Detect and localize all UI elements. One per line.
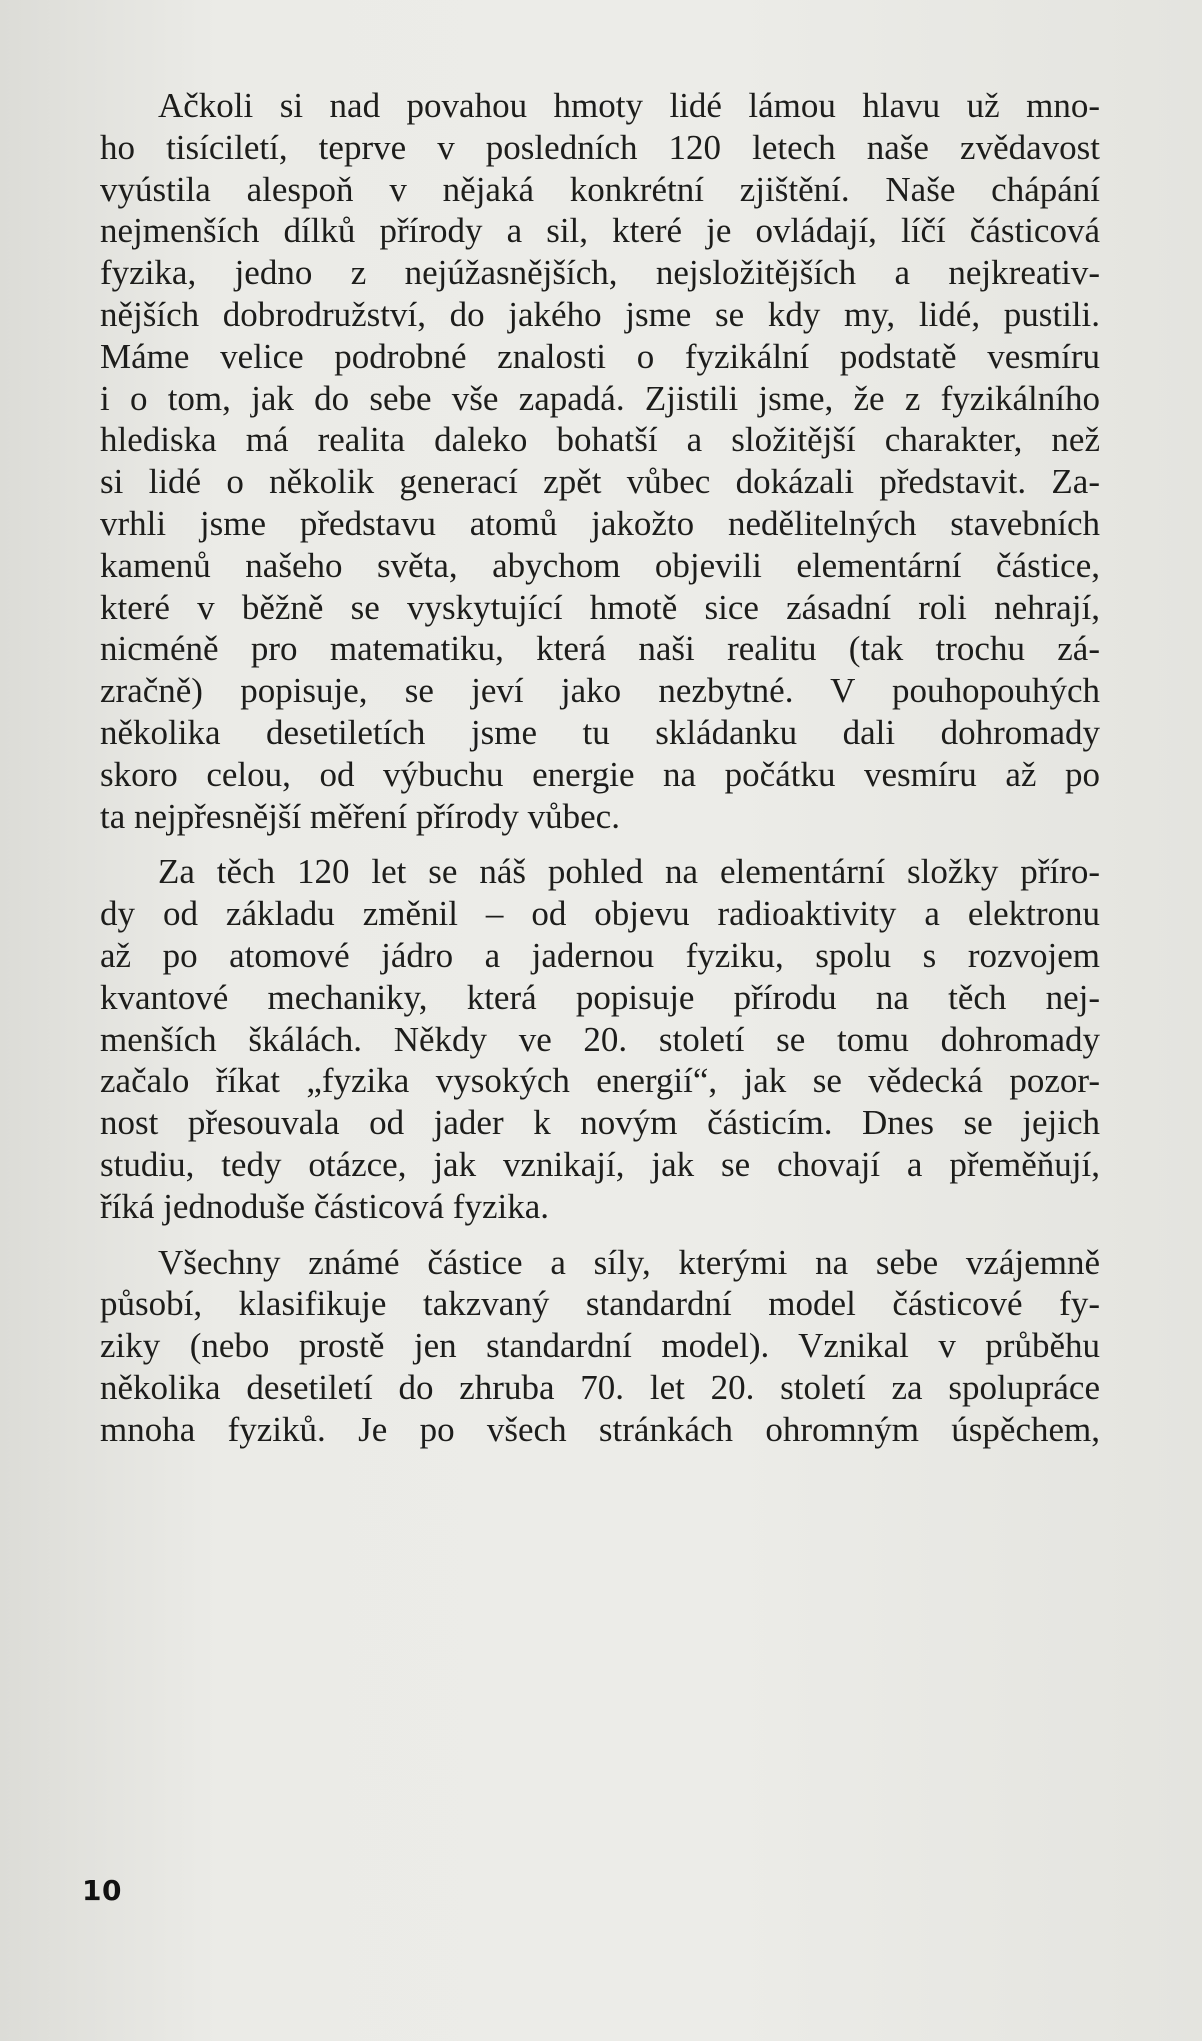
text-line: začalo říkat „fyzika vysokých energií“, jak se vědecká pozor-: [100, 1061, 1100, 1101]
text-line: i o tom, jak do sebe vše zapadá. Zjistili jsme, že z fyzikálního: [100, 378, 1100, 418]
text-line: mnoha fyziků. Je po všech stránkách ohromným úspěchem,: [100, 1409, 1100, 1449]
text-line: ta nejpřesnější měření přírody vůbec.: [100, 796, 620, 836]
paragraph-3: [100, 1242, 1100, 1451]
text-line: nicméně pro matematiku, která naši realitu (tak trochu zá-: [100, 629, 1100, 669]
text-line: několika desetiletích jsme tu skládanku dali dohromady: [100, 712, 1100, 752]
text-line: nějších dobrodružství, do jakého jsme se kdy my, lidé, pustili.: [100, 294, 1100, 334]
text-line: Máme velice podrobné znalosti o fyzikální podstatě vesmíru: [100, 336, 1100, 376]
text-line: říká jednoduše částicová fyzika.: [100, 1186, 549, 1226]
text-line: si lidé o několik generací zpět vůbec dokázali představit. Za-: [100, 462, 1100, 502]
text-line: nejmenších dílků přírody a sil, které je ovládají, líčí částicová: [100, 211, 1100, 251]
paragraph-2: [100, 851, 1100, 1227]
body-text: [100, 85, 1100, 1465]
text-line: Ačkoli si nad povahou hmoty lidé lámou hlavu už mno-: [158, 86, 1100, 125]
text-line: vyústila alespoň v nějaká konkrétní zjištění. Naše chápání: [100, 169, 1100, 209]
text-line: vrhli jsme představu atomů jakožto nedělitelných stavebních: [100, 503, 1100, 543]
paragraph-1: [100, 85, 1100, 837]
text-line: ho tisíciletí, teprve v posledních 120 letech naše zvědavost: [100, 127, 1100, 167]
text-line: až po atomové jádro a jadernou fyziku, spolu s rozvojem: [100, 935, 1100, 975]
text-line: nost přesouvala od jader k novým částicím. Dnes se jejich: [100, 1103, 1100, 1143]
text-line: ziky (nebo prostě jen standardní model). Vznikal v průběhu: [100, 1326, 1100, 1366]
text-line: dy od základu změnil – od objevu radioaktivity a elektronu: [100, 894, 1100, 934]
text-line: menších škálách. Někdy ve 20. století se tomu dohromady: [100, 1019, 1100, 1059]
text-line: skoro celou, od výbuchu energie na počátku vesmíru až po: [100, 754, 1100, 794]
text-line: několika desetiletí do zhruba 70. let 20. století za spolupráce: [100, 1367, 1100, 1407]
text-line: Za těch 120 let se náš pohled na elementární složky příro-: [158, 852, 1100, 892]
text-line: kamenů našeho světa, abychom objevili elementární částice,: [100, 545, 1100, 585]
page-number: 10: [82, 1874, 122, 1907]
text-line: které v běžně se vyskytující hmotě sice zásadní roli nehrají,: [100, 587, 1100, 627]
text-line: zračně) popisuje, se jeví jako nezbytné. V pouhopouhých: [100, 671, 1100, 711]
text-line: kvantové mechaniky, která popisuje přírodu na těch nej-: [100, 977, 1100, 1017]
text-line: fyzika, jedno z nejúžasnějších, nejsložitějších a nejkreativ-: [100, 253, 1100, 293]
text-line: Všechny známé částice a síly, kterými na sebe vzájemně: [158, 1242, 1100, 1282]
text-line: působí, klasifikuje takzvaný standardní model částicové fy-: [100, 1284, 1100, 1324]
text-line: hlediska má realita daleko bohatší a složitější charakter, než: [100, 420, 1100, 460]
text-line: studiu, tedy otázce, jak vznikají, jak se chovají a přeměňují,: [100, 1144, 1100, 1184]
